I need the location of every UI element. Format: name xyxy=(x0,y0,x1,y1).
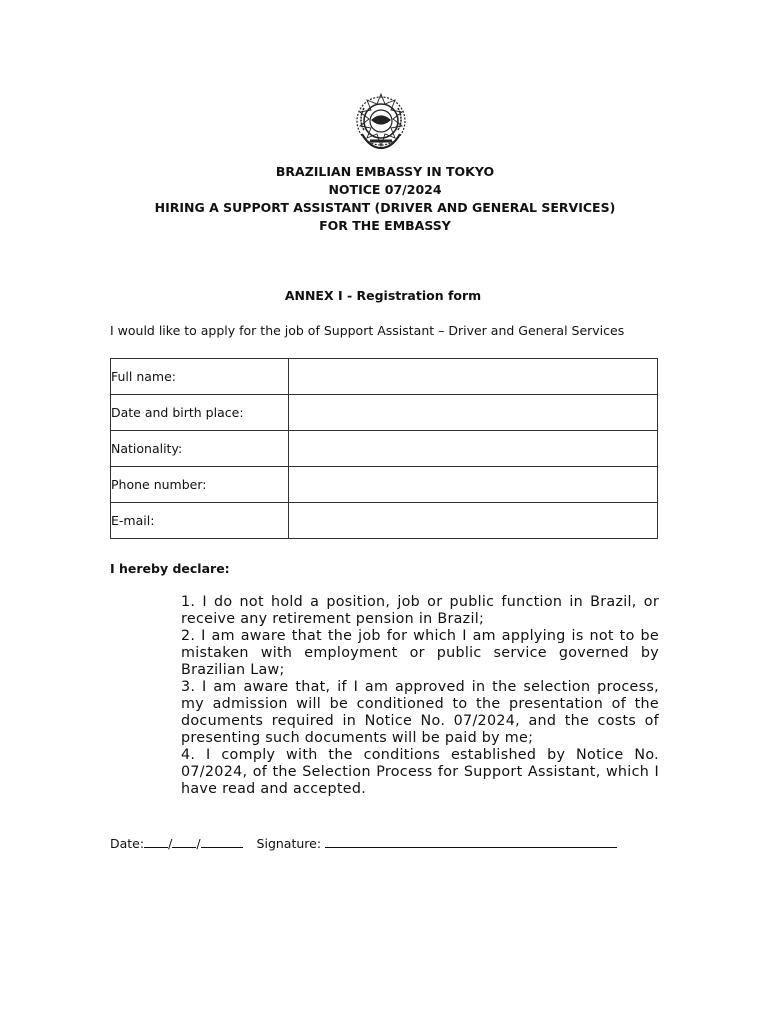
hiring-title: HIRING A SUPPORT ASSISTANT (DRIVER AND GENERAL SERVICES) xyxy=(154,200,616,215)
hiring-subtitle: FOR THE EMBASSY xyxy=(319,218,451,233)
date-month-field[interactable] xyxy=(172,834,196,848)
email-field[interactable] xyxy=(289,503,658,539)
table-row xyxy=(111,395,658,431)
signature-field[interactable] xyxy=(325,834,617,848)
date-label: Date: xyxy=(110,836,145,851)
declaration-item: 4. I comply with the conditions established by Notice No. 07/2024, of the Selection Process for Support Assistant, which I have read and accepted. xyxy=(181,747,659,797)
field-label-full-name: Full name: xyxy=(111,359,289,395)
declaration-title: I hereby declare: xyxy=(110,561,230,576)
brazil-coat-of-arms-icon xyxy=(350,90,412,152)
phone-field[interactable] xyxy=(289,467,658,503)
intro-text: I would like to apply for the job of Support Assistant – Driver and General Services xyxy=(110,323,625,338)
date-year-field[interactable] xyxy=(201,834,243,848)
declaration-list xyxy=(181,594,659,798)
field-label-nationality: Nationality: xyxy=(111,431,289,467)
declaration-item: 1. I do not hold a position, job or public function in Brazil, or receive any retirement pension in Brazil; xyxy=(181,594,659,627)
signature-label: Signature: xyxy=(256,836,322,851)
embassy-name: BRAZILIAN EMBASSY IN TOKYO xyxy=(275,164,495,179)
notice-number: NOTICE 07/2024 xyxy=(328,182,442,197)
declaration-item: 2. I am aware that the job for which I am applying is not to be mistaken with employment or public service governed by Brazilian Law; xyxy=(181,628,659,678)
table-row xyxy=(111,431,658,467)
field-label-birth: Date and birth place: xyxy=(111,395,289,431)
table-row xyxy=(111,503,658,539)
signature-footer xyxy=(110,834,617,851)
date-day-field[interactable] xyxy=(144,834,168,848)
birth-date-place-field[interactable] xyxy=(289,395,658,431)
table-row xyxy=(111,467,658,503)
field-label-email: E-mail: xyxy=(111,503,289,539)
document-header xyxy=(0,163,770,235)
full-name-field[interactable] xyxy=(289,359,658,395)
date-separator: / xyxy=(168,836,173,851)
field-label-phone: Phone number: xyxy=(111,467,289,503)
table-row xyxy=(111,359,658,395)
registration-table xyxy=(110,358,658,539)
declaration-item: 3. I am aware that, if I am approved in the selection process, my admission will be conditioned to the presentation of the documents required in Notice No. 07/2024, and the costs of presenting such documents will be paid by me; xyxy=(181,679,659,746)
annex-title: ANNEX I - Registration form xyxy=(284,288,482,303)
date-separator: / xyxy=(196,836,201,851)
nationality-field[interactable] xyxy=(289,431,658,467)
